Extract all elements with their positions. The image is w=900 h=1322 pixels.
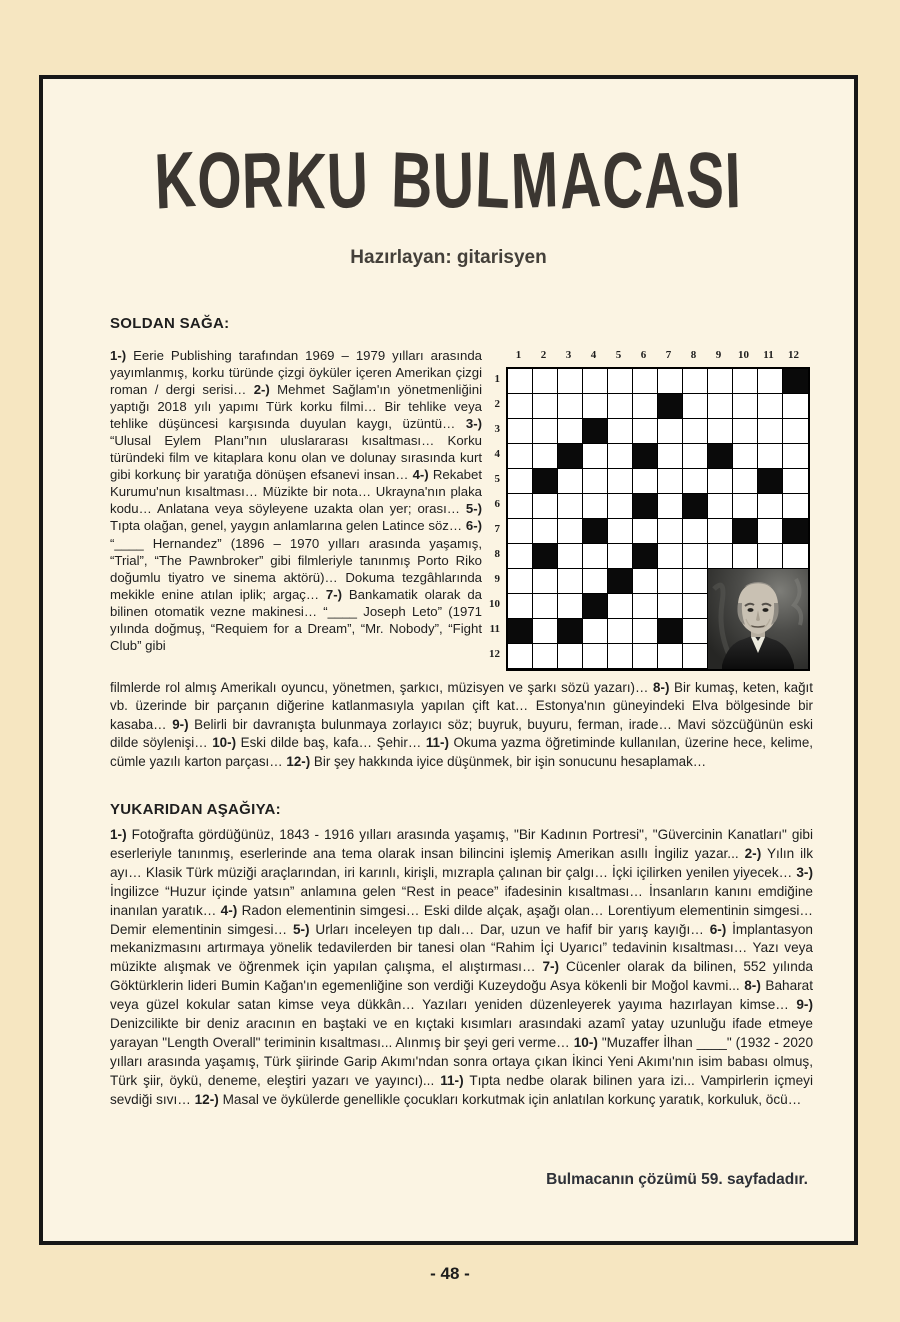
grid-cell-black [533, 469, 558, 494]
grid-cell [758, 544, 783, 569]
title-letter: A [557, 135, 604, 227]
grid-cell-black [658, 394, 683, 419]
page-title-text [152, 135, 743, 227]
grid-cell [533, 494, 558, 519]
title-letter: M [509, 135, 561, 227]
grid-cell [508, 394, 533, 419]
grid-cell [683, 594, 708, 619]
grid-row-label: 7 [494, 523, 500, 535]
grid-row-label: 8 [494, 548, 500, 560]
grid-cell [758, 494, 783, 519]
grid-cell [633, 594, 658, 619]
grid-cell [558, 369, 583, 394]
grid-col-label: 2 [540, 349, 547, 361]
grid-cell [533, 519, 558, 544]
grid-cell-black [558, 444, 583, 469]
grid-cell [608, 544, 633, 569]
grid-cell [758, 519, 783, 544]
grid-cell [733, 544, 758, 569]
portrait-photo [708, 569, 808, 669]
grid-cell [583, 469, 608, 494]
grid-cell [583, 444, 608, 469]
page-title [43, 131, 854, 231]
grid-cell [533, 619, 558, 644]
grid-cell [508, 494, 533, 519]
grid-cell [683, 569, 708, 594]
grid-cell [558, 544, 583, 569]
grid-cell [508, 444, 533, 469]
title-letter: I [723, 136, 743, 226]
grid-cell [608, 444, 633, 469]
grid-cell [633, 519, 658, 544]
grid-cell [708, 544, 733, 569]
grid-col-label: 11 [763, 349, 774, 361]
grid-cell [533, 369, 558, 394]
grid-cell-black [708, 444, 733, 469]
grid-col-label: 6 [640, 349, 647, 361]
grid-cell [558, 419, 583, 444]
across-clues-column: 1-) Eerie Publishing tarafından 1969 – 1979 yılları arasında yayımlanmış, korku türünde çizgi öyküler içeren Amerikan çizgi roman / dergi serisi… 2-) Mehmet Sağlam'ın yönetmenliğini yaptığı 2018 yılı yapımı Türk korku filmi… Bir tehlike veya tehlike düşüncesi karşısında duyulan kaygı, üzüntü… 3-) “Ulusal Eylem Planı”nın uluslararası kısaltması… Korku türündeki film ve kitaplara konu olan ve dolunay sırasında kurt gibi korkunç bir yaratığa dönüşen efsanevi insan… 4-) Rekabet Kurumu'nun kısaltması… Müzikte bir nota… Ukrayna'nın plaka kodu… Anlatana veya söyleyene uzakta olan yer; orası… 5-) Tıpta olağan, genel, yaygın anlamlarına gelen Latince söz… 6-) “____ Hernandez” (1896 – 1970 yılları arasında yaşamış, “Trial”, “The Pawnbroker” gibi filmleriyle tanınmış Porto Riko doğumlu tiyatro ve sinema aktörü)… Dokuma tezgâhlarında mekikle enine atılan iplik; argaç… 7-) Bankamatik olarak da bilinen otomatik vezne makinesi… “____ Joseph Leto” (1971 yılında doğmuş, “Requiem for a Dream”, “Mr. Nobody”, “Fight Club” gibi [110, 348, 482, 653]
grid-cell [533, 644, 558, 669]
grid-cell [658, 419, 683, 444]
grid-cell [558, 394, 583, 419]
grid-cell [733, 469, 758, 494]
title-letter: K [283, 135, 329, 227]
grid-row-label: 1 [494, 373, 500, 385]
grid-cell [658, 519, 683, 544]
grid-col-label: 10 [738, 349, 749, 361]
title-letter: B [390, 135, 435, 227]
grid-cell [708, 494, 733, 519]
portrait-photo-art [708, 569, 808, 669]
grid-cell [783, 494, 808, 519]
grid-cell [583, 644, 608, 669]
grid-cell-black [508, 619, 533, 644]
grid-cell [608, 619, 633, 644]
grid-cell [558, 469, 583, 494]
title-letter: K [152, 135, 199, 227]
grid-cell [708, 469, 733, 494]
grid-row-label: 4 [494, 448, 500, 460]
grid-cell [633, 394, 658, 419]
grid-cell [683, 644, 708, 669]
grid-cell [633, 469, 658, 494]
grid-cell [533, 594, 558, 619]
grid-cell [633, 569, 658, 594]
grid-cell [683, 444, 708, 469]
puzzle-frame [39, 75, 858, 1245]
grid-cell [708, 419, 733, 444]
grid-cell [533, 394, 558, 419]
grid-cell [683, 469, 708, 494]
grid-row-label: 6 [494, 498, 500, 510]
crossword-grid [506, 367, 810, 671]
grid-cell-black [733, 519, 758, 544]
grid-cell [733, 394, 758, 419]
grid-cell-black [633, 544, 658, 569]
solution-note: Bulmacanın çözümü 59. sayfadadır. [546, 1171, 808, 1188]
grid-col-label: 9 [715, 349, 722, 361]
grid-cell [758, 419, 783, 444]
grid-cell [783, 444, 808, 469]
grid-cell-black [633, 444, 658, 469]
title-letter: A [642, 136, 687, 226]
grid-row-label: 3 [494, 423, 500, 435]
byline: Hazırlayan: gitarisyen [350, 247, 547, 268]
grid-cell [733, 494, 758, 519]
title-letter: U [325, 135, 370, 227]
grid-row-label: 9 [494, 573, 500, 585]
grid-col-label: 7 [665, 349, 672, 361]
title-letter: R [241, 136, 286, 226]
grid-cell [508, 644, 533, 669]
grid-cell [658, 644, 683, 669]
grid-cell [583, 569, 608, 594]
grid-cell [708, 369, 733, 394]
grid-column-labels [506, 349, 810, 363]
grid-cell-black [558, 619, 583, 644]
grid-row-label: 2 [494, 398, 500, 410]
grid-cell [558, 494, 583, 519]
title-letter: C [600, 135, 646, 227]
grid-cell [683, 369, 708, 394]
grid-cell [733, 419, 758, 444]
grid-cell [558, 644, 583, 669]
grid-cell [508, 519, 533, 544]
grid-cell [583, 544, 608, 569]
grid-cell [658, 444, 683, 469]
grid-cell [608, 594, 633, 619]
grid-cell [583, 494, 608, 519]
across-heading: SOLDAN SAĞA: [110, 315, 230, 332]
grid-col-label: 12 [788, 349, 799, 361]
grid-cell [733, 444, 758, 469]
across-clues-continued: filmlerde rol almış Amerikalı oyuncu, yönetmen, şarkıcı, müzisyen ve şarkı sözü yazarı)… 8-) Bir kumaş, keten, kağıt vb. üzerinde bir parçanın diğerine katlanmasıyla yapılan çift kat… Estonya'nın güneyindeki Elva bölgesinde bir kasaba… 9-) Belirli bir davranışta bulunmaya zorlayıcı söz; buyruk, buyuru, ferman, irade… Mavi sözcüğünün eski dilde söylenişi… 10-) Eski dilde baş, kafa… Şehir… 11-) Okuma yazma öğretiminde kullanılan, üzerine hece, kelime, cümle yazılı karton parçası… 12-) Bir şey hakkında iyice düşünmek, bir işin sonucunu hesaplamak… [110, 680, 814, 769]
grid-cell [708, 394, 733, 419]
grid-row-label: 5 [494, 473, 500, 485]
grid-cell [658, 594, 683, 619]
grid-cell [633, 644, 658, 669]
grid-cell [683, 519, 708, 544]
title-letter: L [474, 135, 513, 227]
grid-cell [783, 469, 808, 494]
grid-cell [733, 369, 758, 394]
grid-cell [683, 419, 708, 444]
grid-cell [533, 444, 558, 469]
grid-cell-black [783, 369, 808, 394]
grid-cell [708, 519, 733, 544]
grid-cell-black [633, 494, 658, 519]
grid-row-labels [483, 367, 500, 671]
grid-cell-black [658, 619, 683, 644]
grid-cell [608, 494, 633, 519]
grid-col-label: 4 [590, 349, 597, 361]
grid-cell [508, 469, 533, 494]
grid-col-label: 1 [515, 349, 522, 361]
down-heading: YUKARIDAN AŞAĞIYA: [110, 801, 281, 818]
grid-cell-black [758, 469, 783, 494]
grid-cell-black [783, 519, 808, 544]
grid-cell [658, 494, 683, 519]
grid-cell [583, 394, 608, 419]
grid-cell [508, 544, 533, 569]
grid-cell-black [683, 494, 708, 519]
grid-cell [558, 594, 583, 619]
grid-cell [783, 544, 808, 569]
crossword-grid-block [483, 349, 810, 671]
grid-cell [633, 369, 658, 394]
title-letter: O [196, 135, 244, 227]
grid-cell [758, 444, 783, 469]
grid-row-label: 10 [489, 598, 500, 610]
down-clues: 1-) Fotoğrafta gördüğünüz, 1843 - 1916 yılları arasında yaşamış, "Bir Kadının Portresi", "Güvercinin Kanatları" gibi eserleriyle tanınmış, eserlerinde ana tema olarak insan bilincini işlemiş Amerikan asıllı İngiliz yazar... 2-) Yılın ilk ayı… Klasik Türk müziği araçlarından, iri karınlı, kirişli, mızrapla çalınan bir çalgı… İçki içilirken yenilen yiyecek… 3-) İngilizce “Huzur içinde yatsın” anlamına gelen “Rest in peace” ifadesinin kısaltması… İnsanların kanını emdiğine inanılan yaratık… 4-) Radon elementinin simgesi… Eski dilde alçak, aşağı olan… Lorentiyum elementinin simgesi… Demir elementinin simgesi… 5-) Urları inceleyen tıp dalı… Dar, uzun ve hafif bir yarış kayığı… 6-) İmplantasyon mekanizmasını artırmaya yönelik tedavilerden bir tanesi olan “Rahim İçi Uyarıcı” tedavinin kısaltması… Yazı veya müzikte alışmak ve öğrenmek için yapılan çalışma, el alıştırması… 7-) Cücenler olarak da bilinen, 552 yılında Göktürklerin lideri Bumin Kağan'ın egemenliğine son verdiği Kuzeydoğu Asya kökenli bir Moğol kavmi... 8-) Baharat veya güzel kokular satan kimse veya dükkân… Yazıları yeniden düzenleyerek yayıma hazırlayan kimse… 9-) Denizcilikte bir deniz aracının en baştaki ve en kıçtaki kısımları arasındaki azamî yatay uzunluğu ifade etmeye yarayan "Length Overall" teriminin kısaltması... Alınmış bir şeyi geri verme… 10-) "Muzaffer İlhan ____" (1932 - 2020 yılları arasında yaşamış, Türk şiirinde Garip Akımı'ndan sonra ortaya çıkan İkinci Yeni Akımı'nın isim babası olmuş, Türk şiir, öykü, deneme, eleştiri yazarı ve yayıncı)... 11-) Tıpta nedbe olarak bilinen yara izi... Vampirlerin içmeyi sevdiği sıvı… 12-) Masal ve öykülerde genellikle çocukları korkutmak için anlatılan korkunç yaratık, korkuluk, öcü… [110, 827, 813, 1107]
grid-cell [783, 419, 808, 444]
grid-cell [683, 544, 708, 569]
grid-cell [608, 519, 633, 544]
grid-cell [683, 394, 708, 419]
grid-cell-black [533, 544, 558, 569]
grid-row-label: 12 [489, 648, 500, 660]
grid-cell [658, 369, 683, 394]
grid-cell [658, 569, 683, 594]
grid-cell [783, 394, 808, 419]
grid-cell [508, 569, 533, 594]
grid-cell-black [583, 519, 608, 544]
grid-cell-black [583, 594, 608, 619]
grid-cell [608, 644, 633, 669]
grid-cell [508, 419, 533, 444]
title-letter: U [432, 136, 476, 226]
grid-cell [608, 369, 633, 394]
grid-col-label: 8 [690, 349, 697, 361]
grid-cell [533, 419, 558, 444]
grid-cell [608, 469, 633, 494]
title-letter: S [685, 135, 727, 227]
grid-cell [658, 544, 683, 569]
grid-cell [758, 369, 783, 394]
grid-cell [658, 469, 683, 494]
grid-cell [633, 619, 658, 644]
grid-cell-black [608, 569, 633, 594]
grid-col-label: 5 [615, 349, 622, 361]
grid-cell [608, 394, 633, 419]
grid-cell [583, 619, 608, 644]
grid-cell [633, 419, 658, 444]
grid-cell [508, 594, 533, 619]
grid-col-label: 3 [565, 349, 572, 361]
grid-cell [758, 394, 783, 419]
grid-cell [558, 569, 583, 594]
grid-cell [508, 369, 533, 394]
grid-row-label: 11 [489, 623, 500, 635]
grid-cell [533, 569, 558, 594]
grid-cell [608, 419, 633, 444]
page-number: - 48 - [430, 1264, 470, 1283]
grid-cell [683, 619, 708, 644]
grid-cell [558, 519, 583, 544]
grid-cell [583, 369, 608, 394]
grid-cell-black [583, 419, 608, 444]
